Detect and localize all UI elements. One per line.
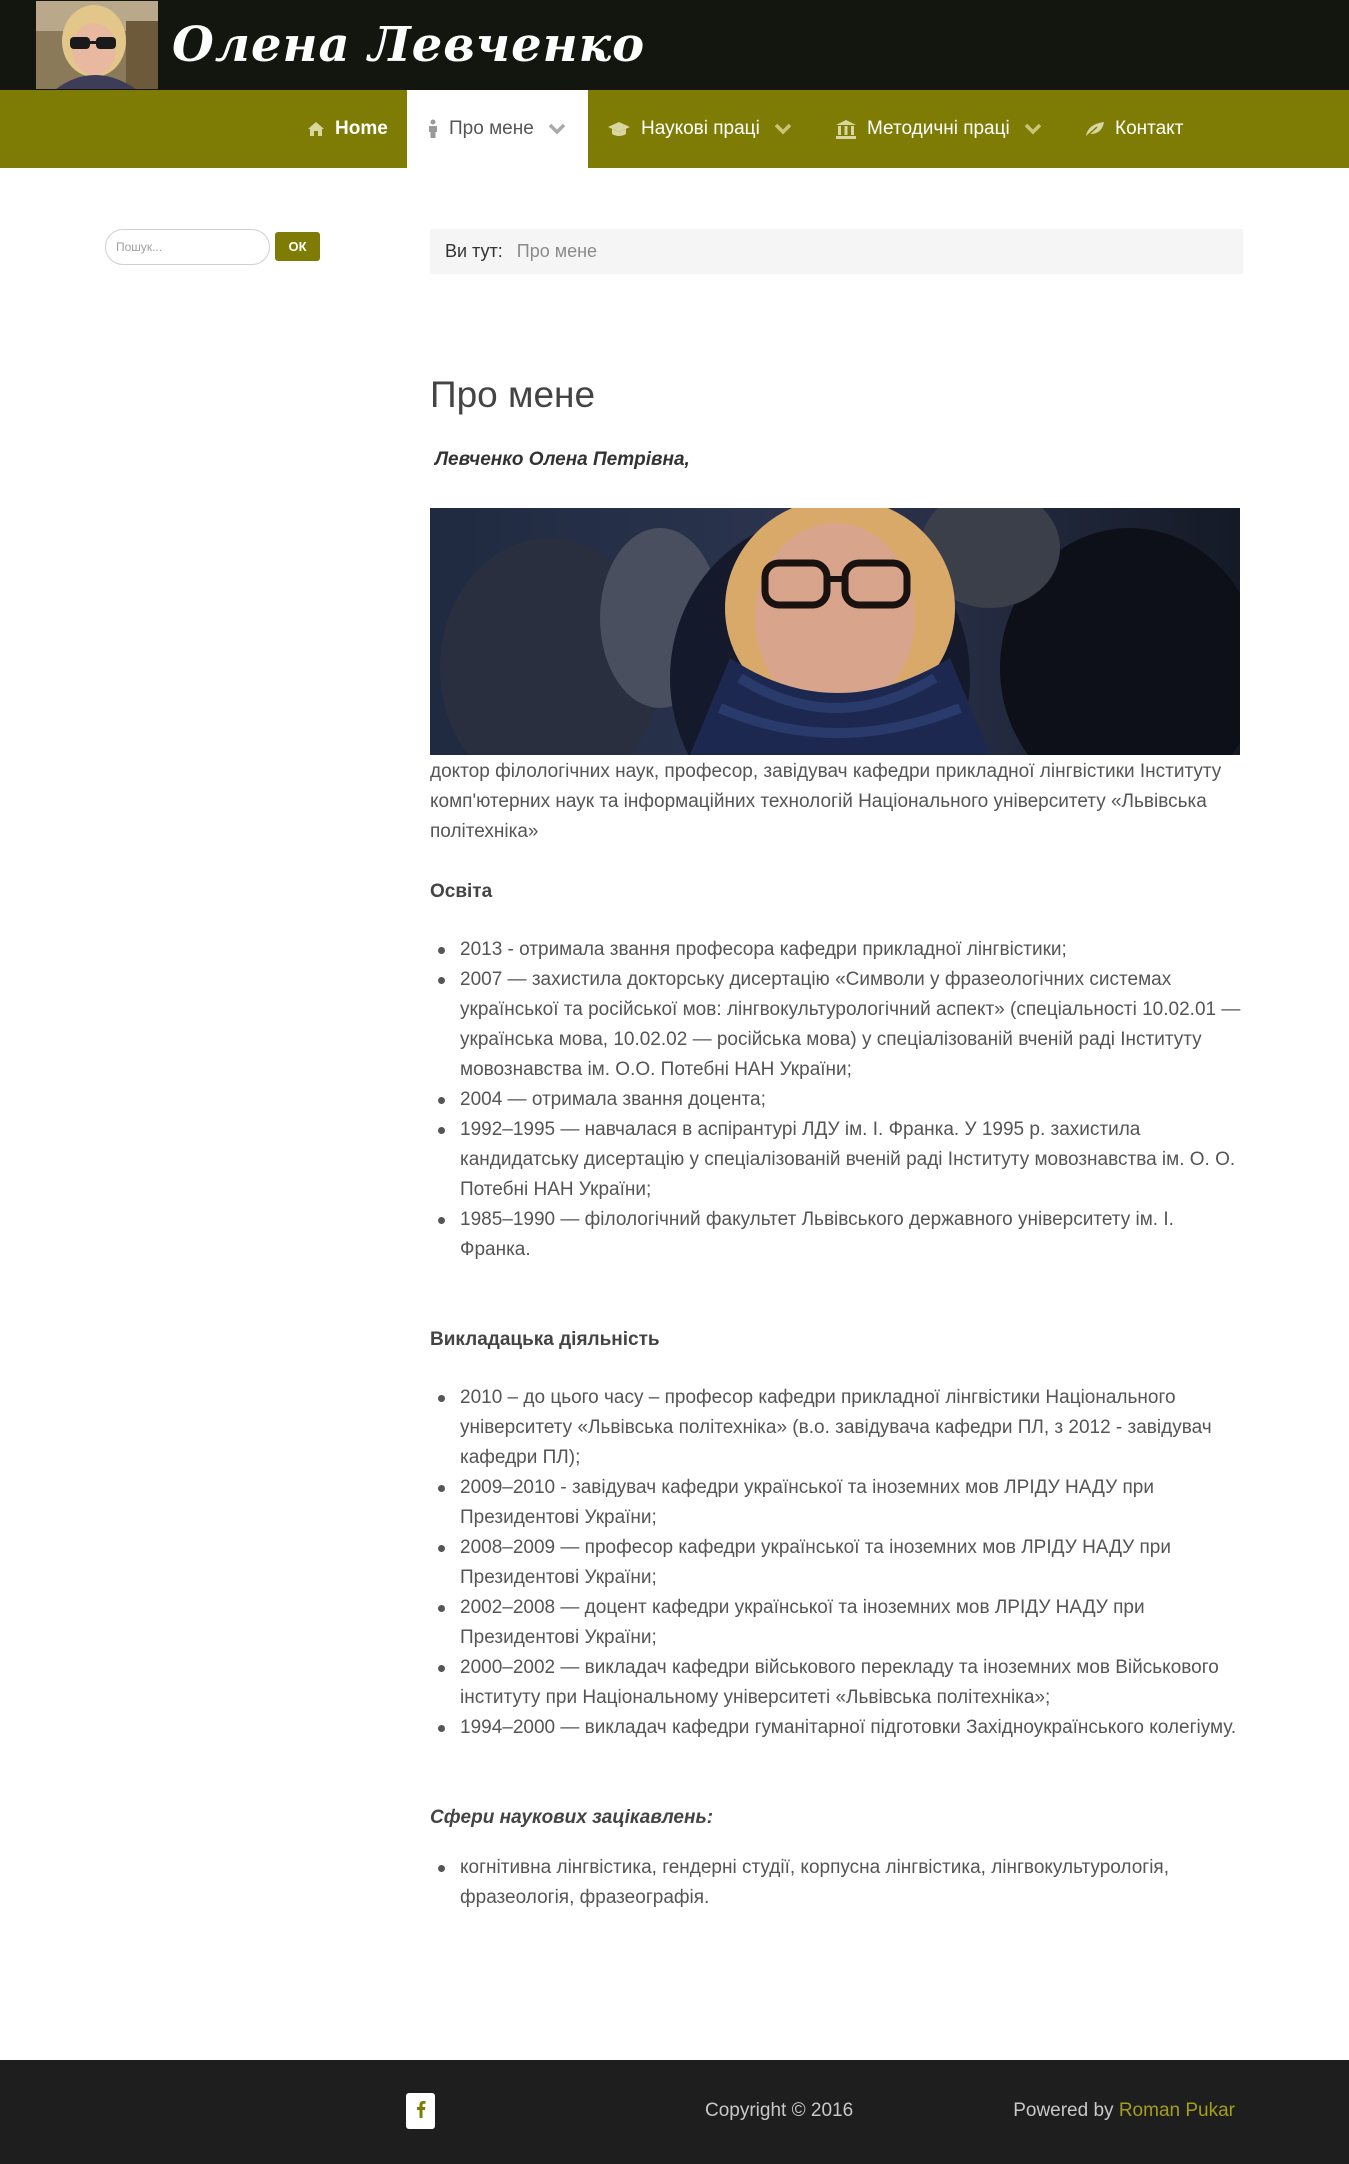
- education-heading: Освіта: [430, 881, 493, 902]
- nav-methodical-works-label: Методичні праці: [867, 118, 1010, 139]
- interests-heading: Сфери наукових зацікавлень:: [430, 1807, 714, 1828]
- intro-text: доктор філологічних наук, професор, завідувач кафедри прикладної лінгвістики Інституту комп'ютерних наук та інформаційних технологій Національного університету «Львівська політехніка»: [430, 761, 1222, 842]
- nav-about-label: Про мене: [449, 118, 534, 139]
- list-item: когнітивна лінгвістика, гендерні студії, корпусна лінгвістика, лінгвокультурологія, фразеологія, фразеографія.: [430, 1853, 1243, 1913]
- education-list: [430, 935, 1243, 1265]
- nav-home-label: Home: [335, 118, 388, 139]
- graduation-cap-icon: [607, 121, 631, 137]
- copyright-text: Copyright © 2016: [705, 2100, 854, 2121]
- nav-contact-label: Контакт: [1115, 118, 1184, 139]
- site-header: [0, 0, 1349, 90]
- search-input[interactable]: [105, 229, 270, 265]
- list-item: 2013 - отримала звання професора кафедри прикладної лінгвістики;: [430, 935, 1243, 965]
- nav-scientific-works-label: Наукові праці: [641, 118, 760, 139]
- chevron-down-icon: [1024, 123, 1042, 135]
- list-item: 2010 – до цього часу – професор кафедри прикладної лінгвістики Національного університету «Львівська політехніка» (в.о. завідувача кафедри ПЛ, з 2012 - завідувач кафедри ПЛ);: [430, 1383, 1243, 1473]
- teaching-heading: Викладацька діяльність: [430, 1329, 660, 1350]
- powered-by: [1013, 2096, 1235, 2126]
- home-icon: [307, 121, 325, 137]
- nav-home[interactable]: [307, 90, 388, 168]
- interests-list: [430, 1853, 1243, 1913]
- page-title: Про мене: [430, 374, 596, 415]
- nav-about[interactable]: [407, 90, 588, 168]
- author-link[interactable]: Roman Pukar: [1118, 2100, 1235, 2121]
- list-item: 1985–1990 — філологічний факультет Львівського державного університету ім. І. Франка.: [430, 1205, 1243, 1265]
- list-item: 1992–1995 — навчалася в аспірантурі ЛДУ ім. І. Франка. У 1995 р. захистила кандидатську дисертацію у спеціалізованій вченій раді Інституту мовознавства ім. О. О. Потебні НАН України;: [430, 1115, 1243, 1205]
- main-content: [430, 370, 1243, 1913]
- person-name: Левченко Олена Петрівна,: [435, 449, 690, 470]
- breadcrumb: [430, 229, 1243, 274]
- institution-icon: [835, 119, 857, 139]
- breadcrumb-label: Ви тут:: [445, 241, 503, 261]
- facebook-icon: [416, 2100, 426, 2123]
- site-footer: [0, 2060, 1349, 2164]
- list-item: 1994–2000 — викладач кафедри гуманітарної підготовки Західноукраїнського колегіуму.: [430, 1713, 1243, 1743]
- list-item: 2008–2009 — професор кафедри української та іноземних мов ЛРІДУ НАДУ при Президентові України;: [430, 1533, 1243, 1593]
- list-item: 2004 — отримала звання доцента;: [430, 1085, 1243, 1115]
- list-item: 2000–2002 — викладач кафедри військового перекладу та іноземних мов Військового інституту при Національному університеті «Львівська політехніка»;: [430, 1653, 1243, 1713]
- list-item: 2007 — захистила докторську дисертацію «Символи у фразеологічних системах української та російської мов: лінгвокультурологічний аспект» (спеціальності 10.02.01 — українська мова, 10.02.02 — російська мова) у спеціалізованій вченій раді Інституту мовознавства ім. О.О. Потебні НАН України;: [430, 965, 1243, 1085]
- site-title[interactable]: Олена Левченко: [172, 17, 646, 73]
- person-icon: [427, 119, 439, 139]
- nav-contact[interactable]: [1085, 90, 1183, 168]
- powered-prefix: Powered by: [1013, 2100, 1114, 2121]
- profile-photo: [430, 508, 1240, 755]
- main-nav: [0, 90, 1349, 168]
- chevron-down-icon: [548, 123, 566, 135]
- search-button[interactable]: ОК: [275, 232, 320, 261]
- list-item: 2009–2010 - завідувач кафедри української та іноземних мов ЛРІДУ НАДУ при Президентові України;: [430, 1473, 1243, 1533]
- header-avatar[interactable]: [36, 1, 158, 89]
- nav-methodical-works[interactable]: [835, 90, 1042, 168]
- list-item: 2002–2008 — доцент кафедри української та іноземних мов ЛРІДУ НАДУ при Президентові України;: [430, 1593, 1243, 1653]
- breadcrumb-current: Про мене: [516, 241, 598, 261]
- leaf-icon: [1085, 121, 1105, 137]
- chevron-down-icon: [774, 123, 792, 135]
- facebook-button[interactable]: [406, 2093, 435, 2129]
- teaching-list: [430, 1383, 1243, 1743]
- nav-scientific-works[interactable]: [607, 90, 792, 168]
